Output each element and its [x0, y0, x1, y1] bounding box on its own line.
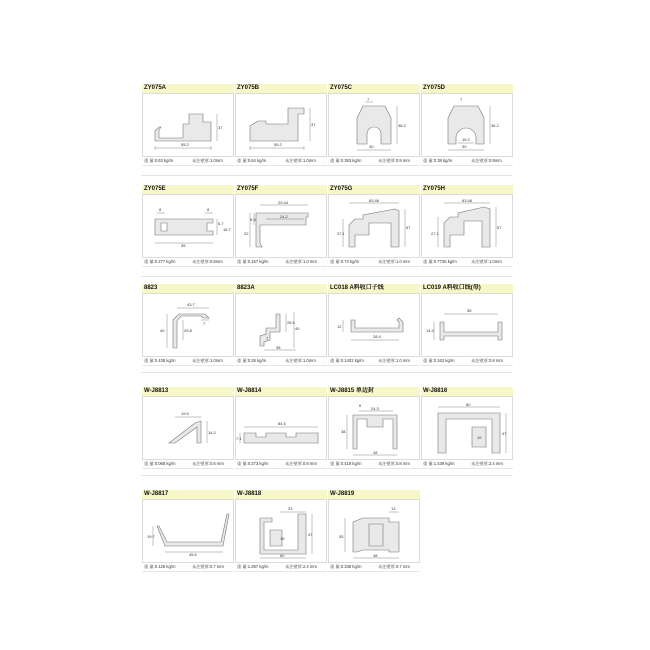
- profile-drawing: [235, 499, 327, 563]
- profile-card: [421, 84, 513, 170]
- profile-card: [235, 84, 327, 170]
- profile-card: [421, 387, 513, 473]
- profile-code: LC018 A料收口子线: [328, 284, 420, 293]
- profile-card: [142, 490, 234, 576]
- profile-code: ZY075D: [421, 84, 513, 93]
- profile-card: [235, 284, 327, 370]
- profile-code: ZY075H: [421, 185, 513, 194]
- profile-drawing: [328, 194, 420, 258]
- profile-card: [421, 284, 513, 370]
- weight-text: 重 量:0.63 kg/m: [144, 158, 174, 163]
- dim-label: 8: [159, 207, 162, 212]
- thickness-text: 未注壁厚:1.0mm: [285, 358, 316, 363]
- profile-card: [235, 185, 327, 271]
- dim-label: 43.7: [187, 302, 195, 307]
- thickness-text: 未注壁厚:1.0mm: [285, 158, 316, 163]
- profile-code: W-J8813: [142, 387, 234, 396]
- profile-code: ZY075F: [235, 185, 327, 194]
- dim-label: 24.3: [371, 406, 379, 411]
- profile-drawing: [328, 499, 420, 563]
- dim-label: 36.2: [398, 123, 406, 128]
- dim-label: 7: [367, 97, 370, 102]
- dim-label: 7: [203, 321, 206, 326]
- dim-label: 33: [288, 506, 293, 511]
- weight-text: 重 量:0.64 kg/m: [237, 158, 267, 163]
- weight-text: 重 量:0.38 kg/m: [423, 158, 453, 163]
- dim-label: 35: [339, 534, 344, 539]
- dim-label: 38: [276, 345, 281, 350]
- profile-drawing: [235, 93, 327, 157]
- weight-text: 重 量:0.157 kg/m: [237, 259, 269, 264]
- weight-text: 重 量:0.73 kg/m: [330, 259, 360, 264]
- dim-label: 47: [502, 431, 507, 436]
- dim-label: 60: [280, 553, 285, 558]
- dim-label: 12: [337, 324, 342, 329]
- thickness-text: 未注壁厚:0.6 mm: [192, 461, 224, 466]
- dim-label: 38: [341, 429, 346, 434]
- weight-text: 重 量:0.1402 kg/m: [330, 358, 364, 363]
- profile-drawing: [235, 194, 327, 258]
- dim-label: 37: [311, 122, 316, 127]
- profile-drawing: [421, 194, 513, 258]
- weight-text: 重 量:0.273 kg/m: [237, 461, 269, 466]
- dim-label: 19.5: [181, 411, 189, 416]
- dim-label: 45.5: [189, 552, 197, 557]
- thickness-text: 未注壁厚:0.9mm: [471, 158, 502, 163]
- profile-code: LC019 A料收口线(母): [421, 284, 513, 293]
- profile-drawing: [328, 396, 420, 460]
- profile-card: [142, 284, 234, 370]
- weight-text: 重 量:0.068 kg/m: [144, 461, 176, 466]
- section-divider: [141, 372, 512, 373]
- dim-label: 9.5: [250, 217, 256, 222]
- profile-code: ZY075A: [142, 84, 234, 93]
- profile-code: 8823: [142, 284, 234, 293]
- thickness-text: 未注壁厚:2.4 mm: [471, 461, 503, 466]
- dim-label: 37: [218, 125, 223, 130]
- weight-text: 重 量:0.7735 kg/m: [423, 259, 457, 264]
- dim-label: 6.7: [218, 221, 224, 226]
- thickness-text: 未注壁厚:0.7 mm: [192, 564, 224, 569]
- profile-drawing: [421, 93, 513, 157]
- profile-code: 8823A: [235, 284, 327, 293]
- dim-label: 63.46: [462, 198, 473, 203]
- profile-drawing: [328, 293, 420, 357]
- thickness-text: 未注壁厚:0.8 mm: [285, 461, 317, 466]
- dim-label: 40: [295, 326, 300, 331]
- profile-card: [235, 387, 327, 473]
- thickness-text: 未注壁厚:1.0 mm: [285, 259, 317, 264]
- profile-drawing: [142, 194, 234, 258]
- dim-label: 28.5: [287, 320, 295, 325]
- profile-code: W-J8814: [235, 387, 327, 396]
- dim-label: 7: [460, 97, 463, 102]
- dim-label: 27.1: [431, 231, 439, 236]
- dim-label: 48: [373, 450, 378, 455]
- thickness-text: 未注壁厚:0.8 mm: [378, 461, 410, 466]
- dim-label: 30: [462, 144, 467, 149]
- thickness-text: 未注壁厚:2.4 mm: [285, 564, 317, 569]
- profile-drawing: [421, 293, 513, 357]
- profile-card: [142, 84, 234, 170]
- dim-label: 22: [244, 231, 249, 236]
- profile-card: [142, 387, 234, 473]
- dim-label: 14.2: [426, 328, 434, 333]
- thickness-text: 未注壁厚:0.9 mm: [378, 158, 410, 163]
- profile-drawing: [328, 93, 420, 157]
- dim-label: 84.5: [278, 421, 286, 426]
- profile-card: [235, 490, 327, 576]
- profile-drawing: [142, 499, 234, 563]
- profile-code: W-J8815 单边封: [328, 387, 420, 396]
- weight-text: 重 量:0.338 kg/m: [330, 564, 362, 569]
- thickness-text: 未注壁厚:1.0mm: [192, 158, 223, 163]
- dim-label: 15.2: [462, 137, 470, 142]
- dim-label: 30: [369, 144, 374, 149]
- thickness-text: 未注壁厚:0.7 mm: [378, 564, 410, 569]
- weight-text: 重 量:0.277 kg/m: [144, 259, 176, 264]
- section-divider: [141, 175, 512, 176]
- dim-label: 63.46: [369, 198, 380, 203]
- profile-card: [328, 84, 420, 170]
- thickness-text: 未注壁厚:0.8mm: [192, 259, 223, 264]
- profile-drawing: [142, 93, 234, 157]
- dim-label: 14.2: [208, 430, 216, 435]
- dim-label: 7.1: [236, 436, 242, 441]
- profile-drawing: [235, 396, 327, 460]
- dim-label: 55.2: [181, 142, 189, 147]
- weight-text: 重 量:0.438 kg/m: [144, 358, 176, 363]
- profile-drawing: [142, 396, 234, 460]
- profile-code: ZY075C: [328, 84, 420, 93]
- thickness-text: 未注壁厚:0.8 mm: [471, 358, 503, 363]
- profile-card: [328, 185, 420, 271]
- dim-label: 6: [359, 403, 362, 408]
- profile-card: [421, 185, 513, 271]
- profile-drawing: [421, 396, 513, 460]
- thickness-text: 未注壁厚:1.0mm: [471, 259, 502, 264]
- dim-label: 35: [181, 243, 186, 248]
- profile-card: [328, 387, 420, 473]
- dim-label: 16.7: [223, 227, 231, 232]
- dim-label: 36.2: [491, 123, 499, 128]
- dim-label: 28.4: [373, 334, 381, 339]
- weight-text: 重 量:1.439 kg/m: [423, 461, 455, 466]
- dim-label: 13: [391, 506, 396, 511]
- thickness-text: 未注壁厚:1.0 mm: [378, 259, 410, 264]
- dim-label: 29.8: [184, 328, 192, 333]
- profile-code: ZY075E: [142, 185, 234, 194]
- thickness-text: 未注壁厚:1.0 mm: [378, 358, 410, 363]
- profile-drawing: [142, 293, 234, 357]
- dim-label: 57: [497, 225, 502, 230]
- dim-label: 29.44: [278, 200, 289, 205]
- profile-code: ZY075G: [328, 185, 420, 194]
- section-divider: [141, 475, 512, 476]
- weight-text: 重 量:0.126 kg/m: [144, 564, 176, 569]
- profile-card: [142, 185, 234, 271]
- dim-label: 40: [160, 328, 165, 333]
- profile-drawing: [235, 293, 327, 357]
- dim-label: 80: [466, 402, 471, 407]
- profile-card: [328, 284, 420, 370]
- weight-text: 重 量:0.162 kg/m: [423, 358, 455, 363]
- dim-label: 7: [266, 336, 269, 341]
- weight-text: 重 量:0.418 kg/m: [330, 461, 362, 466]
- profile-code: ZY075B: [235, 84, 327, 93]
- profile-code: W-J8819: [328, 490, 420, 499]
- weight-text: 重 量:0.28 kg/m: [237, 358, 267, 363]
- dim-label: 27.1: [337, 231, 345, 236]
- weight-text: 重 量:0.383 kg/m: [330, 158, 362, 163]
- dim-label: 55.2: [274, 142, 282, 147]
- dim-label: 8: [207, 207, 210, 212]
- profile-code: W-J8817: [142, 490, 234, 499]
- thickness-text: 未注壁厚:1.0mm: [192, 358, 223, 363]
- profile-code: W-J8818: [235, 490, 327, 499]
- weight-text: 重 量:1.287 kg/m: [237, 564, 269, 569]
- dim-label: 19: [477, 435, 482, 440]
- dim-label: 19: [280, 536, 285, 541]
- dim-label: 19.7: [147, 534, 155, 539]
- profile-code: W-J8816: [421, 387, 513, 396]
- section-divider: [141, 276, 512, 277]
- dim-label: 57: [406, 225, 411, 230]
- dim-label: 47: [308, 532, 313, 537]
- dim-label: 48: [373, 553, 378, 558]
- dim-label: 24.2: [280, 214, 288, 219]
- dim-label: 35: [467, 308, 472, 313]
- profile-card: [328, 490, 420, 576]
